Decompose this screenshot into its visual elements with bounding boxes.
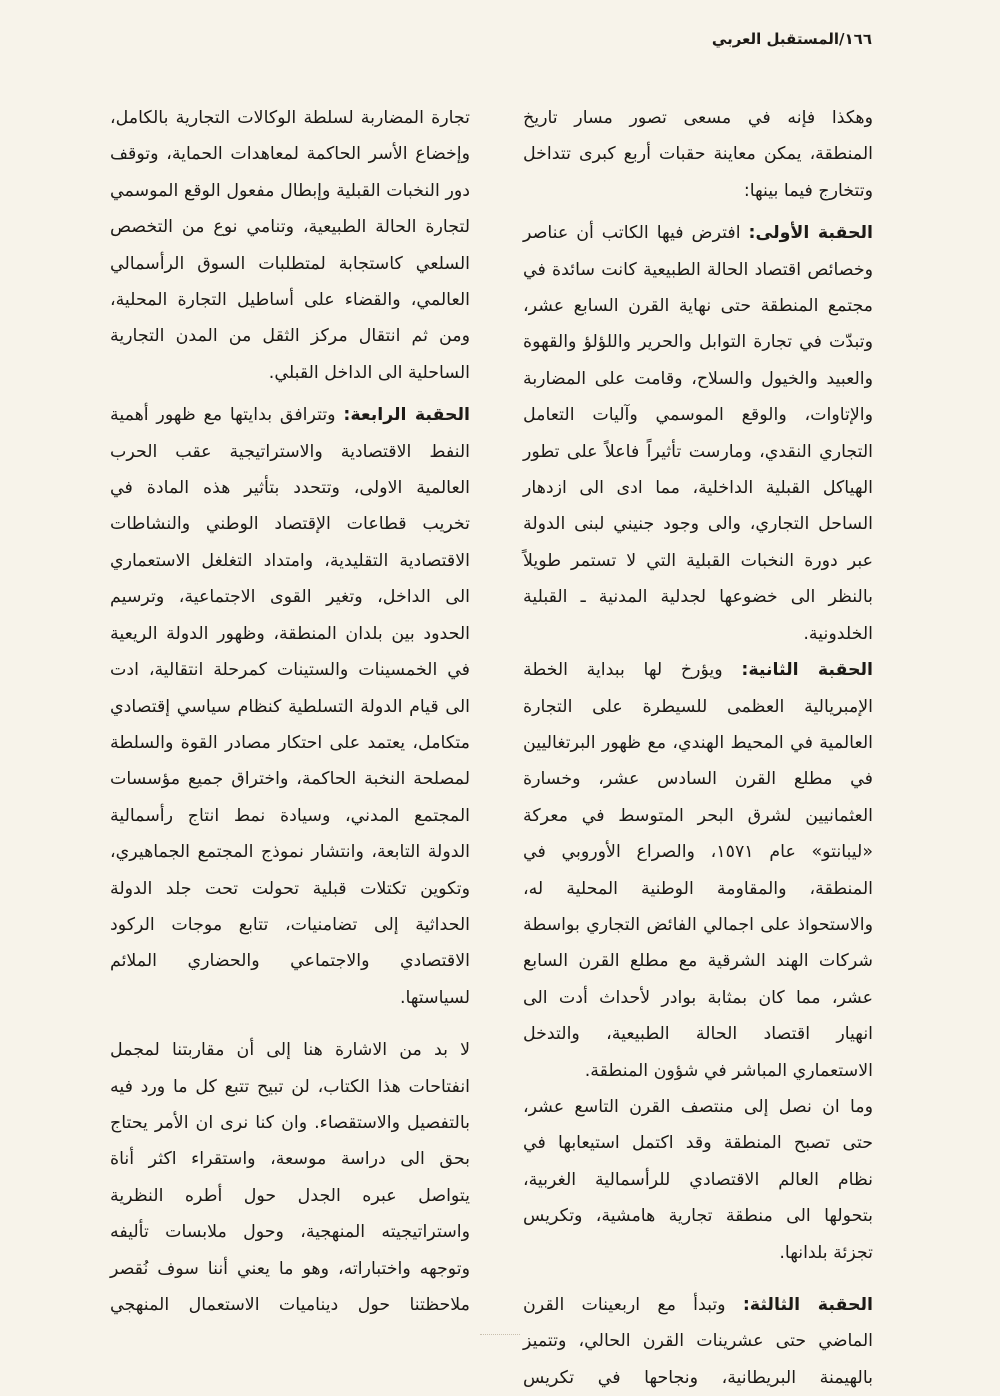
- right-column: [523, 100, 873, 1396]
- era4-paragraph: [110, 397, 470, 1016]
- era4-heading: الحقبة الرابعة:: [343, 405, 471, 426]
- page-header: [0, 30, 1000, 70]
- era2-heading: الحقبة الثانية:: [741, 660, 874, 681]
- era2-continuation-text: وما ان نصل إلى منتصف القرن التاسع عشر، حتى تصبح المنطقة وقد اكتمل استيعابها في نظام العالم الاقتصادي للرأسمالية الغربية، بتحولها الى منطقة تجارية هامشية، وتكريس تجزئة بلدانها.: [523, 1096, 873, 1263]
- era3-continued-paragraph: [110, 100, 470, 391]
- era2-paragraph: [523, 652, 873, 1089]
- closing-paragraph: [110, 1032, 470, 1323]
- intro-text: وهكذا فإنه في مسعى تصور مسار تاريخ المنطقة، يمكن معاينة حقبات أربع كبرى تتداخل وتتخارج فيما بينها:: [523, 108, 873, 201]
- era3-continued-text: تجارة المضاربة لسلطة الوكالات التجارية بالكامل، وإخضاع الأسر الحاكمة لمعاهدات الحماية، وتوقف دور النخبات القبلية وإبطال مفعول الوقع الموسمي لتجارة الحالة الطبيعية، وتنامي نوع من التخصص السلعي كاستجابة لمتطلبات السوق الرأسمالي العالمي، والقضاء على أساطيل التجارة المحلية، ومن ثم انتقال مركز الثقل من المدن التجارية الساحلية الى الداخل القبلي.: [110, 108, 470, 383]
- era1-paragraph: [523, 215, 873, 652]
- era1-heading: الحقبة الأولى:: [748, 223, 874, 244]
- era2-text: ويؤرخ لها ببداية الخطة الإمبريالية العظمى للسيطرة على التجارة العالمية في المحيط الهندي، مع ظهور البرتغاليين في مطلع القرن السادس عشر، وخسارة العثمانيين لشرق البحر المتوسط في معركة «ليبانتو» عام ١٥٧١، والصراع الأوروبي في المنطقة، والمقاومة الوطنية المحلية له، والاستحواذ على اجمالي الفائض التجاري بواسطة شركات الهند الشرقية مع مطلع القرن السابع عشر، مما كان بمثابة بوادر لأحداث أدت الى انهيار اقتصاد الحالة الطبيعية، والتدخل الاستعماري المباشر في شؤون المنطقة.: [523, 660, 873, 1081]
- left-column: [110, 100, 470, 1323]
- era3-paragraph: [523, 1287, 873, 1396]
- era4-text: وتترافق بدايتها مع ظهور أهمية النفط الاقتصادية والاستراتيجية عقب الحرب العالمية الاولى، وتتحدد بتأثير هذه المادة في تخريب قطاعات الإقتصاد الوطني والنشاطات الاقتصادية التقليدية، وامتداد التغلغل الاستعماري الى الداخل، وتغير القوى الاجتماعية، وترسيم الحدود بين بلدان المنطقة، وظهور الدولة الريعية في الخمسينات والستينات كمرحلة انتقالية، ادت الى قيام الدولة التسلطية كنظام سياسي إقتصادي متكامل، يعتمد على احتكار مصادر القوة والسلطة لمصلحة النخبة الحاكمة، واختراق جميع مؤسسات المجتمع المدني، وسيادة نمط انتاج رأسمالية الدولة التابعة، وانتشار نموذج المجتمع الجماهيري، وتكوين تكتلات قبلية تحولت تحت جلد الدولة الحداثية إلى تضامنيات، تتابع موجات الركود الاقتصادي والاجتماعي والحضاري الملائم لسياستها.: [110, 405, 470, 1008]
- closing-text: لا بد من الاشارة هنا إلى أن مقاربتنا لمجمل انفتاحات هذا الكتاب، لن تبيح تتبع كل ما ورد فيه بالتفصيل والاستقصاء. وان كنا نرى ان الأمر يحتاج بحق الى دراسة موسعة، واستقراء اكثر أناة يتواصل عبره الجدل حول أطره النظرية واستراتيجيته المنهجية، وحول ملابسات تأليفه وتوجهه واختباراته، وهو ما يعني أننا سوف نُقصر ملاحظتنا حول ديناميات الاستعمال المنهجي: [110, 1040, 470, 1315]
- era2-continuation-paragraph: [523, 1089, 873, 1271]
- era1-text: افترض فيها الكاتب أن عناصر وخصائص اقتصاد الحالة الطبيعية كانت سائدة في مجتمع المنطقة حتى نهاية القرن السابع عشر، وتبدّت في تجارة التوابل والحرير واللؤلؤ والقهوة والعبيد والخيول والسلاح، وقامت على المضاربة والإتاوات، والوقع الموسمي وآليات التعامل التجاري النقدي، ومارست تأثيراً فاعلاً على تطور الهياكل القبلية الداخلية، مما ادى الى ازدهار الساحل التجاري، والى وجود جنيني لبنى الدولة عبر دورة النخبات القبلية التي لا تستمر طويلاً بالنظر الى خضوعها لجدلية المدنية ـ القبلية الخلدونية.: [523, 223, 873, 644]
- page-bottom-mark: [480, 1334, 520, 1338]
- era3-heading: الحقبة الثالثة:: [742, 1295, 873, 1315]
- intro-paragraph: [523, 100, 873, 209]
- era3-text: وتبدأ مع اربعينات القرن الماضي حتى عشرينات القرن الحالي، وتتميز بالهيمنة البريطانية، ونجاحها في تكريس: [523, 1295, 873, 1388]
- running-head: ١٦٦/المستقبل العربي: [711, 30, 872, 48]
